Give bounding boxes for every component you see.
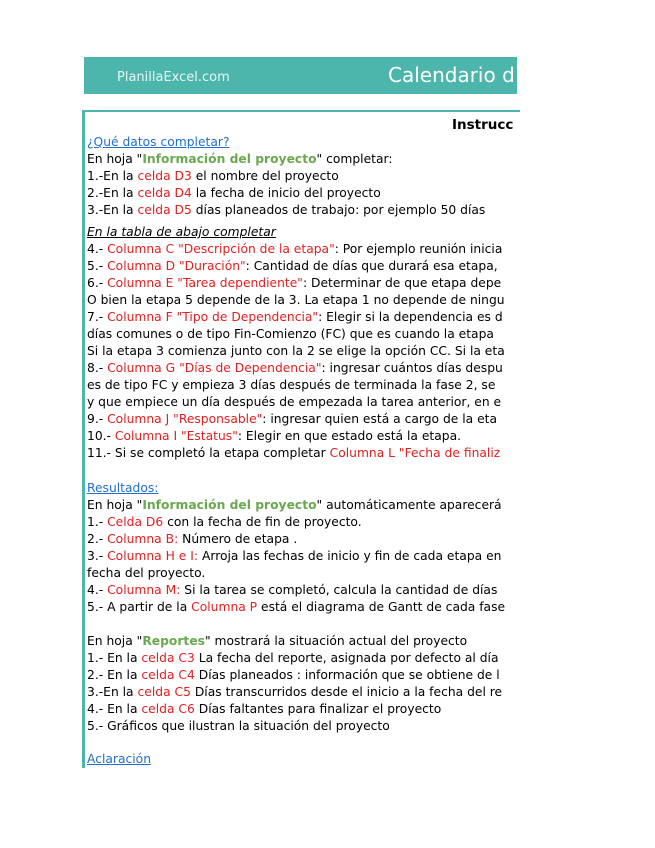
table-item: O bien la etapa 5 depende de la 3. La etapa 1 no depende de ningu — [87, 293, 505, 307]
instructions-heading: Instrucc — [452, 117, 514, 133]
reports-item: 3.-En la celda C5 Días transcurridos desde el inicio a la fecha del re — [87, 685, 503, 699]
table-item: días comunes o de tipo Fin-Comienzo (FC) que es cuando la etapa — [87, 327, 494, 341]
results-item: 5.- A partir de la Columna P está el diagrama de Gantt de cada fase — [87, 600, 506, 614]
clarification-link[interactable]: Aclaración — [87, 752, 151, 766]
table-item: 9.- Columna J "Responsable": ingresar quien está a cargo de la eta — [87, 412, 498, 426]
what-to-fill-link[interactable]: ¿Qué datos completar? — [87, 135, 230, 149]
info-item: 1.-En la celda D3 el nombre del proyecto — [87, 169, 339, 183]
results-item: 4.- Columna M: Si la tarea se completó, calcula la cantidad de días — [87, 583, 498, 597]
info-intro: En hoja "Información del proyecto" completar: — [87, 152, 393, 166]
reports-intro: En hoja "Reportes" mostrará la situación actual del proyecto — [87, 634, 468, 648]
table-item: 7.- Columna F "Tipo de Dependencia": Elegir si la dependencia es d — [87, 310, 503, 324]
results-link[interactable]: Resultados: — [87, 481, 159, 495]
info-item: 3.-En la celda D5 días planeados de trabajo: por ejemplo 50 días — [87, 203, 486, 217]
brand-label: PlanillaExcel.com — [117, 70, 230, 85]
results-item: 3.- Columna H e I: Arroja las fechas de inicio y fin de cada etapa en — [87, 549, 502, 563]
results-item: 2.- Columna B: Número de etapa . — [87, 532, 298, 546]
table-heading: En la tabla de abajo completar — [87, 225, 276, 239]
table-item: 8.- Columna G "Días de Dependencia": ingresar cuántos días despu — [87, 361, 503, 375]
instructions-sheet — [82, 110, 520, 768]
reports-item: 1.- En la celda C3 La fecha del reporte, asignada por defecto al día — [87, 651, 499, 665]
table-item: 4.- Columna C "Descripción de la etapa": Por ejemplo reunión inicia — [87, 242, 503, 256]
results-item: 1.- Celda D6 con la fecha de fin de proyecto. — [87, 515, 362, 529]
info-item: 2.-En la celda D4 la fecha de inicio del proyecto — [87, 186, 381, 200]
table-item: 11.- Si se completó la etapa completar Columna L "Fecha de finaliz — [87, 446, 501, 460]
reports-item: 4.- En la celda C6 Días faltantes para finalizar el proyecto — [87, 702, 442, 716]
results-intro: En hoja "Información del proyecto" automáticamente aparecerá — [87, 498, 502, 512]
table-item: es de tipo FC y empieza 3 días después de terminada la fase 2, se — [87, 378, 496, 392]
table-item: 6.- Columna E "Tarea dependiente": Determinar de que etapa depe — [87, 276, 502, 290]
reports-item: 2.- En la celda C4 Días planeados : información que se obtiene de l — [87, 668, 500, 682]
header-banner — [84, 57, 517, 94]
table-item: 10.- Columna I "Estatus": Elegir en que estado está la etapa. — [87, 429, 462, 443]
table-item: 5.- Columna D "Duración": Cantidad de días que durará esa etapa, — [87, 259, 498, 273]
table-item: Si la etapa 3 comienza junto con la 2 se elige la opción CC. Si la eta — [87, 344, 505, 358]
table-item: y que empiece un día después de empezada la tarea anterior, en e — [87, 395, 502, 409]
reports-item: 5.- Gráficos que ilustran la situación del proyecto — [87, 719, 390, 733]
results-item: fecha del proyecto. — [87, 566, 206, 580]
page-title: Calendario d — [388, 63, 515, 87]
